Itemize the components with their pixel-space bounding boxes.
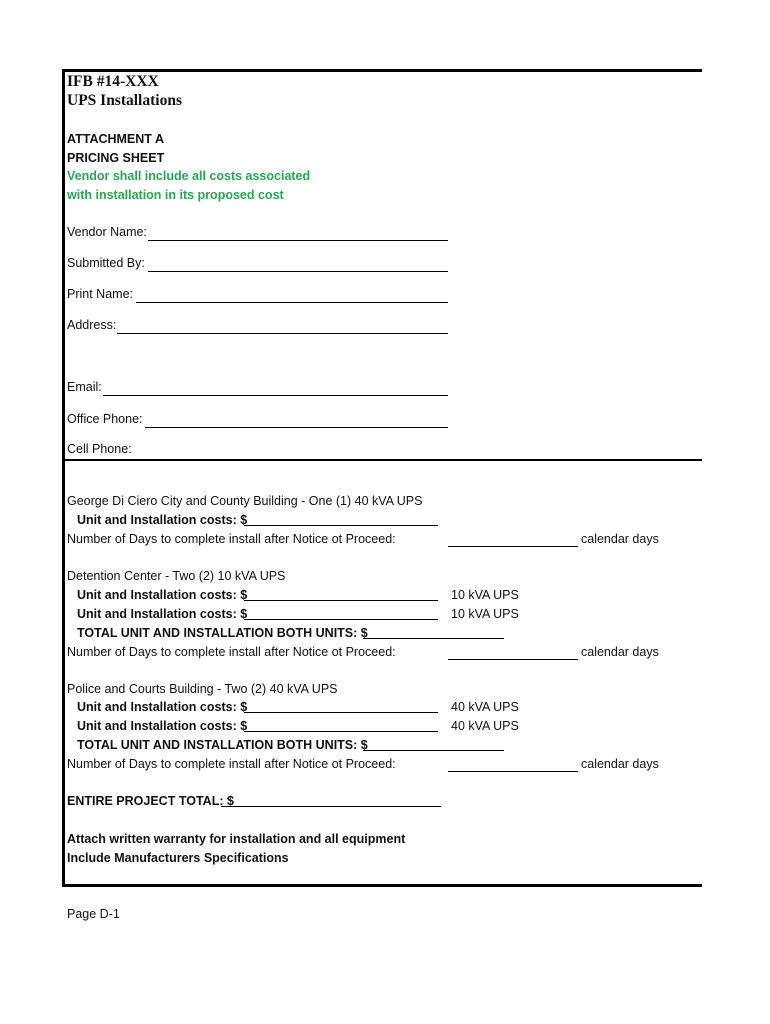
detention-total-label: TOTAL UNIT AND INSTALLATION BOTH UNITS: $ (77, 626, 368, 640)
police-days-unit: calendar days (581, 757, 659, 771)
vendor-note-line1: Vendor shall include all costs associated (67, 169, 311, 183)
george-days-unit: calendar days (581, 532, 659, 546)
george-section-title: George Di Ciero City and County Building - One (1) 40 kVA UPS (67, 494, 423, 508)
police-unit-cost-field-2[interactable] (244, 731, 438, 732)
police-unit-cost-label-1: Unit and Installation costs: $ (77, 700, 248, 714)
detention-total-field[interactable] (363, 638, 504, 639)
george-unit-cost-field[interactable] (244, 525, 438, 526)
ifb-number: IFB #14-XXX (67, 73, 159, 90)
print-name-label: Print Name: (67, 287, 133, 301)
office-phone-field[interactable] (145, 427, 448, 428)
detention-unit-cost-label-2: Unit and Installation costs: $ (77, 607, 248, 621)
office-phone-label: Office Phone: (67, 412, 143, 426)
specifications-note: Include Manufacturers Specifications (67, 851, 289, 865)
police-unit-cost-label-2: Unit and Installation costs: $ (77, 719, 248, 733)
detention-days-label: Number of Days to complete install after Notice ot Proceed: (67, 645, 396, 659)
police-unit-label-1: 40 kVA UPS (451, 700, 519, 714)
police-unit-label-2: 40 kVA UPS (451, 719, 519, 733)
email-label: Email: (67, 380, 102, 394)
police-total-label: TOTAL UNIT AND INSTALLATION BOTH UNITS: $ (77, 738, 368, 752)
police-section-title: Police and Courts Building - Two (2) 40 kVA UPS (67, 682, 338, 696)
detention-days-unit: calendar days (581, 645, 659, 659)
vendor-name-label: Vendor Name: (67, 225, 147, 239)
warranty-note: Attach written warranty for installation and all equipment (67, 832, 406, 846)
submitted-by-field[interactable] (148, 271, 448, 272)
george-unit-cost-label: Unit and Installation costs: $ (77, 513, 248, 527)
project-title: UPS Installations (67, 92, 182, 109)
detention-section-title: Detention Center - Two (2) 10 kVA UPS (67, 569, 286, 583)
detention-unit-label-1: 10 kVA UPS (451, 588, 519, 602)
police-days-label: Number of Days to complete install after Notice ot Proceed: (67, 757, 396, 771)
project-total-label: ENTIRE PROJECT TOTAL: $ (67, 794, 234, 808)
submitted-by-label: Submitted By: (67, 256, 145, 270)
page-number: Page D-1 (67, 907, 120, 921)
george-days-label: Number of Days to complete install after Notice ot Proceed: (67, 532, 396, 546)
sheet-label: PRICING SHEET (67, 151, 165, 165)
cell-phone-label: Cell Phone: (67, 442, 132, 456)
police-unit-cost-field-1[interactable] (244, 712, 438, 713)
attachment-label: ATTACHMENT A (67, 132, 164, 146)
email-field[interactable] (103, 395, 448, 396)
detention-unit-cost-field-1[interactable] (244, 600, 438, 601)
police-total-field[interactable] (363, 750, 504, 751)
address-label: Address: (67, 318, 117, 332)
detention-days-field[interactable] (448, 659, 578, 660)
vendor-note-line2: with installation in its proposed cost (67, 188, 284, 202)
print-name-field[interactable] (136, 302, 448, 303)
project-total-field[interactable] (221, 806, 441, 807)
detention-unit-cost-field-2[interactable] (244, 619, 438, 620)
vendor-name-field[interactable] (148, 240, 448, 241)
police-days-field[interactable] (448, 771, 578, 772)
section-divider (62, 459, 702, 461)
george-days-field[interactable] (448, 546, 578, 547)
detention-unit-label-2: 10 kVA UPS (451, 607, 519, 621)
address-field[interactable] (117, 333, 448, 334)
detention-unit-cost-label-1: Unit and Installation costs: $ (77, 588, 248, 602)
